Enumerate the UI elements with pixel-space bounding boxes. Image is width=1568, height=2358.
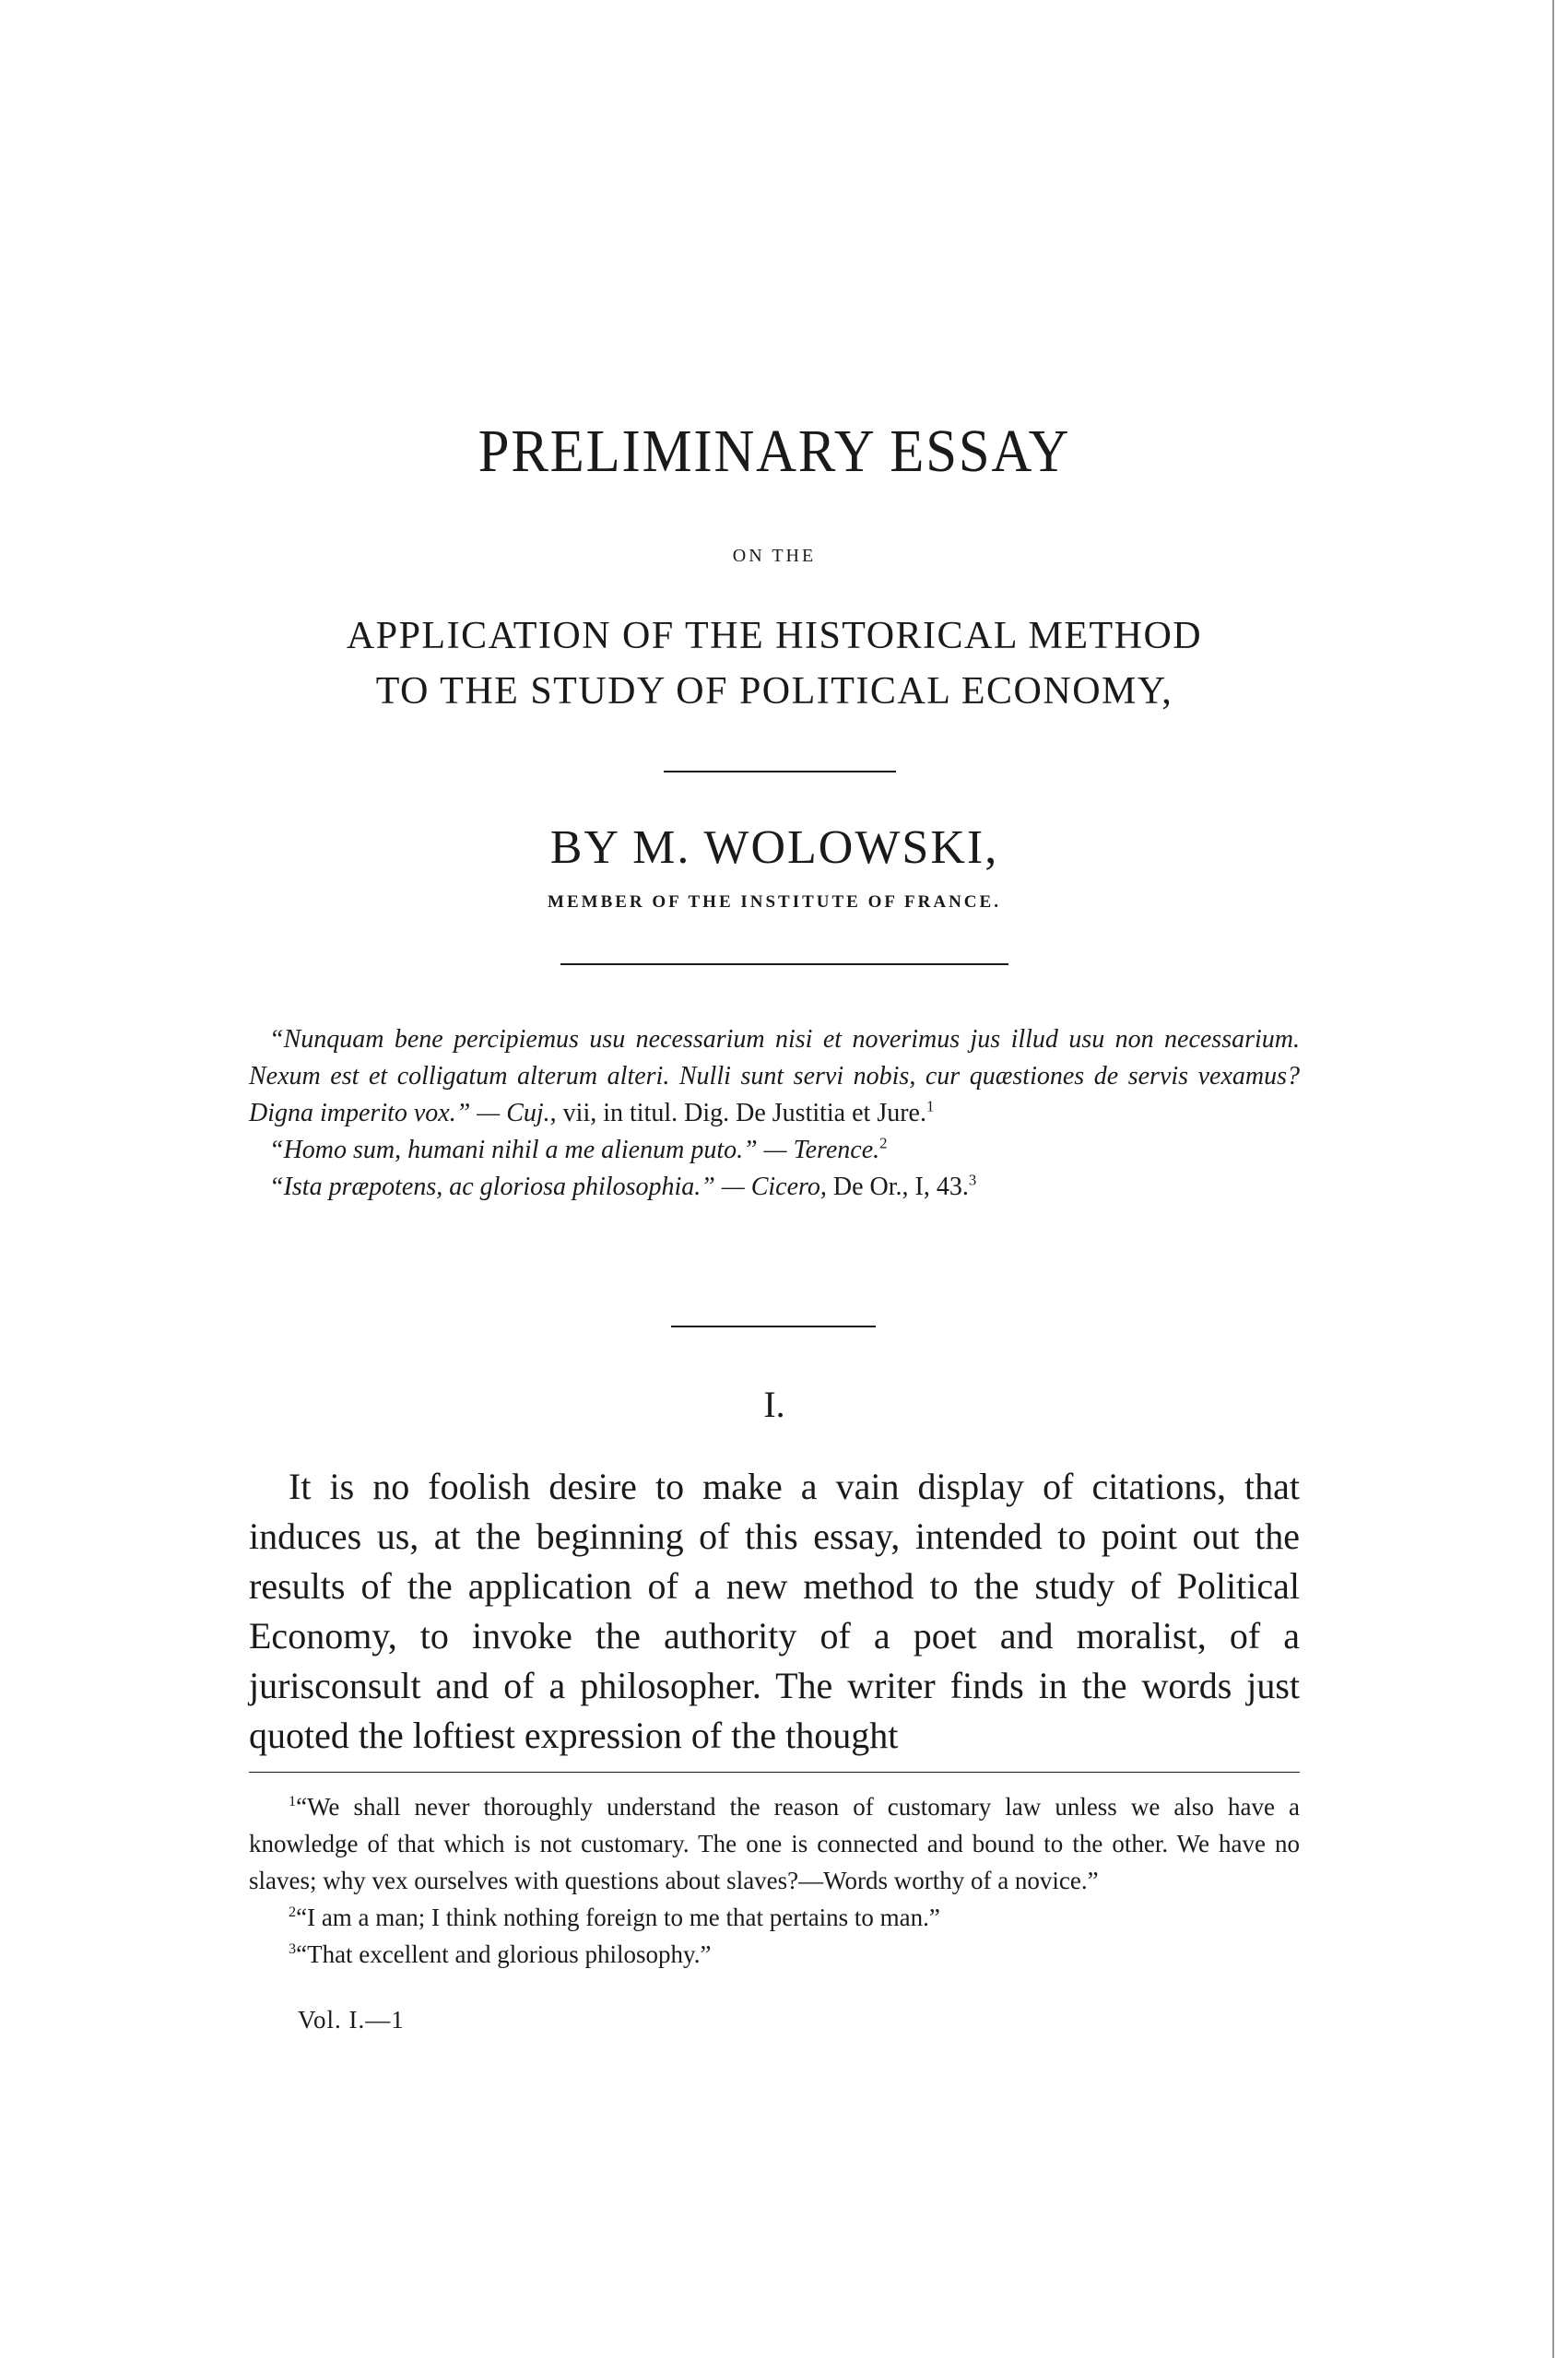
footnote-text: “That excellent and glorious philosophy.” [296, 1940, 712, 1968]
epigraph-1-quote: “Nunquam bene percipiemus usu necessarium nisi et noverimus jus illud usu non necessarium. Nexum est et colligatum alterum alteri. Nulli sunt servi nobis, cur quæstiones de servis vexamus? Digna imperito vox.” — Cuj. [249, 1025, 1300, 1127]
author-line: BY M. WOLOWSKI, [549, 821, 999, 874]
epigraph-2 [249, 1132, 1300, 1169]
footnote-mark: 1 [925, 1097, 935, 1115]
footnote-3 [249, 1936, 1300, 1973]
volume-signature: Vol. I.—1 [298, 2006, 405, 2034]
epigraph-3 [249, 1169, 1300, 1206]
rule-after-subtitle [664, 771, 896, 772]
footnote-mark: 3 [289, 1940, 297, 1957]
subtitle-line-2: TO THE STUDY OF POLITICAL ECONOMY, [375, 670, 1173, 713]
footnotes [249, 1788, 1300, 1973]
body-paragraph: It is no foolish desire to make a vain display of citations, that induces us, at the beginning of this essay, intended to point out the results of the application of a new method to the study of Political Economy, to invoke the authority of a poet and moralist, of a jurisconsult and of a philosopher. The writer finds in the words just quoted the loftiest expression of the thought [249, 1466, 1300, 1756]
footnote-text: “I am a man; I think nothing foreign to me that pertains to man.” [296, 1904, 940, 1931]
on-the-label: ON THE [732, 546, 817, 566]
section-number: I. [763, 1384, 785, 1425]
footnote-separator [249, 1772, 1300, 1773]
rule-after-author [560, 963, 1008, 965]
epigraph-1-reference: , vii, in titul. Dig. De Justitia et Jure. [549, 1099, 926, 1127]
epigraph-2-quote: “Homo sum, humani nihil a me alienum puto.” — Terence. [269, 1136, 880, 1164]
epigraph-3-reference: De Or., I, 43. [826, 1173, 969, 1201]
footnote-mark: 2 [289, 1904, 297, 1920]
rule-after-epigraphs [671, 1326, 876, 1327]
essay-subtitle [249, 608, 1300, 719]
footnote-mark: 3 [968, 1171, 977, 1189]
footnote-mark: 2 [879, 1134, 888, 1152]
epigraph-block [249, 1021, 1300, 1206]
footnote-2 [249, 1899, 1300, 1936]
author-affiliation: MEMBER OF THE INSTITUTE OF FRANCE. [548, 892, 1001, 912]
page-edge-line [1552, 0, 1554, 2358]
epigraph-3-quote: “Ista præpotens, ac gloriosa philosophia.” — Cicero, [269, 1173, 827, 1201]
essay-title: PRELIMINARY ESSAY [477, 418, 1071, 485]
subtitle-line-1: APPLICATION OF THE HISTORICAL METHOD [346, 615, 1203, 657]
epigraph-1 [249, 1021, 1300, 1132]
footnote-text: “We shall never thoroughly understand the reason of customary law unless we also have a knowledge of that which is not customary. The one is connected and bound to the other. We have no slaves; why vex ourselves with questions about slaves?—Words worthy of a novice.” [249, 1793, 1300, 1894]
footnote-1 [249, 1788, 1300, 1899]
footnote-mark: 1 [289, 1793, 297, 1810]
